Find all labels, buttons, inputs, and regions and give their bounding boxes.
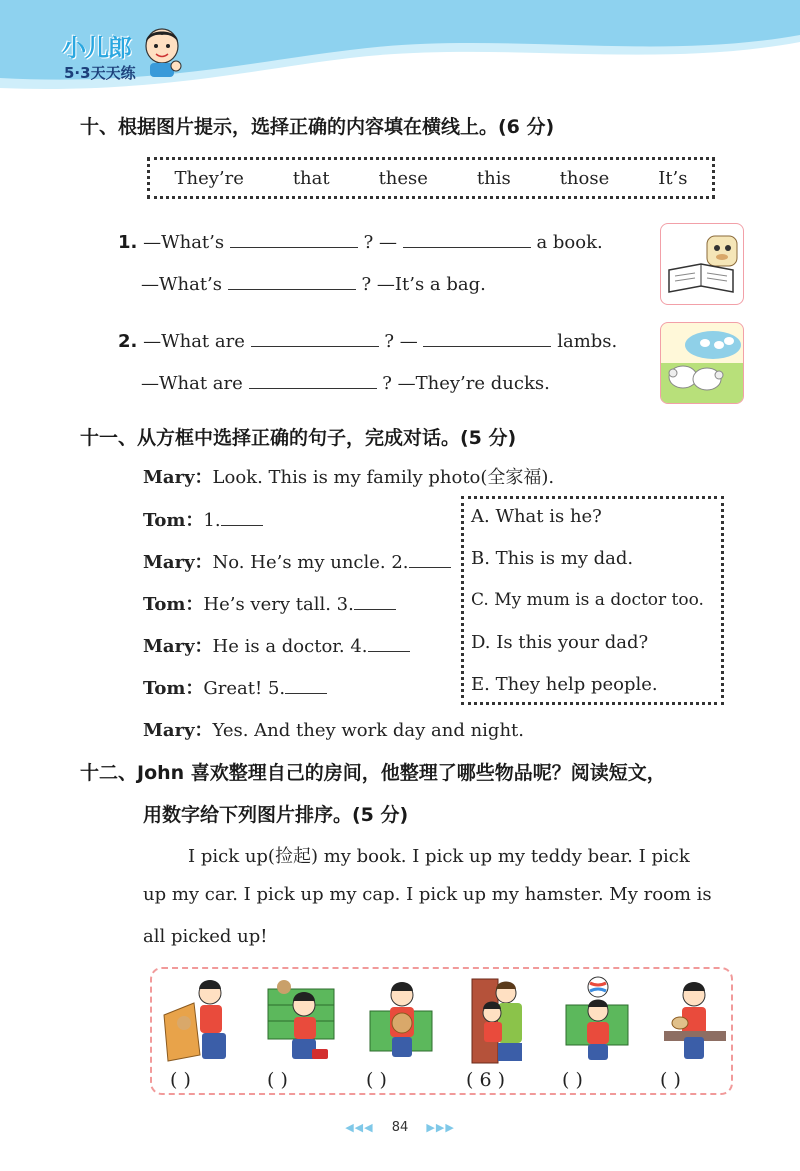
answer-blank[interactable]: [285, 677, 327, 694]
answer-paren-5[interactable]: ( ): [562, 1069, 583, 1091]
answer-blank[interactable]: [354, 593, 396, 610]
dialog-line: Tom：1.: [143, 506, 263, 532]
answer-paren-2[interactable]: ( ): [267, 1069, 288, 1091]
boy-holding-hamster-picture: [656, 975, 734, 1067]
word-option: that: [292, 167, 330, 189]
passage-line: all picked up!: [143, 926, 268, 947]
passage-line: up my car. I pick up my cap. I pick up my hamster. My room is: [143, 884, 712, 905]
q2-line1: 2. —What are ? — lambs.: [118, 331, 618, 352]
dialog-line: Tom：He’s very tall. 3.: [143, 590, 396, 616]
word-option: It’s: [658, 167, 688, 189]
answer-blank[interactable]: [409, 551, 451, 568]
page-number: 84: [391, 1120, 409, 1135]
book-and-bag-image: [660, 223, 744, 305]
dialog-line: Mary：Look. This is my family photo(全家福).: [143, 467, 555, 488]
answer-paren-4[interactable]: ( 6 ): [466, 1069, 505, 1091]
boy-holding-ball-picture: [558, 975, 636, 1067]
section-11-title: 十一、从方框中选择正确的句子，完成对话。(5 分): [80, 427, 517, 449]
answer-blank[interactable]: [251, 330, 379, 347]
section-12-title: 十二、John 喜欢整理自己的房间，他整理了哪些物品呢？阅读短文，: [80, 762, 666, 784]
section-10-title: 十、根据图片提示，选择正确的内容填在横线上。(6 分): [80, 116, 555, 138]
mascot-boy-icon: [140, 26, 184, 78]
boy-holding-teddy-picture: [362, 975, 440, 1067]
dialog-line: Tom：Great! 5.: [143, 674, 327, 700]
dialog-line: Mary：No. He’s my uncle. 2.: [143, 548, 451, 574]
answer-paren-6[interactable]: ( ): [660, 1069, 681, 1091]
answer-blank[interactable]: [368, 635, 410, 652]
q1-number: 1.: [118, 232, 138, 253]
next-arrows-icon: ▶▶▶: [426, 1121, 455, 1134]
section-12-title-cont: 用数字给下列图片排序。(5 分): [143, 804, 409, 826]
answer-blank[interactable]: [221, 509, 263, 526]
answer-blank[interactable]: [230, 231, 358, 248]
option-c: C. My mum is a doctor too.: [471, 590, 704, 610]
q2-number: 2.: [118, 331, 138, 352]
option-a: A. What is he?: [471, 506, 602, 527]
dialog-line: Mary：Yes. And they work day and night.: [143, 720, 524, 741]
answer-blank[interactable]: [228, 273, 356, 290]
word-option: They’re: [174, 167, 244, 189]
word-option: these: [378, 167, 428, 189]
brand-logo-text: 小儿郎: [62, 34, 131, 62]
option-b: B. This is my dad.: [471, 548, 634, 569]
q2-line2: —What are ? —They’re ducks.: [141, 373, 550, 394]
q1-line1: 1. —What’s ? — a book.: [118, 232, 603, 253]
page-footer: [0, 1120, 800, 1135]
boy-and-dad-at-door-picture: [462, 975, 540, 1067]
q1-line2: —What’s ? —It’s a bag.: [141, 274, 486, 295]
option-d: D. Is this your dad?: [471, 632, 649, 653]
answer-blank[interactable]: [403, 231, 531, 248]
answer-blank[interactable]: [423, 330, 551, 347]
prev-arrows-icon: ◀◀◀: [345, 1121, 374, 1134]
option-e: E. They help people.: [471, 674, 658, 695]
answer-blank[interactable]: [249, 372, 377, 389]
boy-picking-up-car-picture: [262, 975, 340, 1067]
answer-paren-3[interactable]: ( ): [366, 1069, 387, 1091]
boy-packing-box-picture: [160, 975, 238, 1067]
word-option: this: [476, 167, 511, 189]
lambs-and-ducks-image: [660, 322, 744, 404]
dialog-line: Mary：He is a doctor. 4.: [143, 632, 410, 658]
brand-subtitle: 5·3天天练: [64, 64, 136, 82]
answer-paren-1[interactable]: ( ): [170, 1069, 191, 1091]
passage-line: I pick up(捡起) my book. I pick up my teddy bear. I pick: [188, 846, 690, 867]
word-bank-box: [147, 157, 715, 199]
word-option: those: [559, 167, 610, 189]
